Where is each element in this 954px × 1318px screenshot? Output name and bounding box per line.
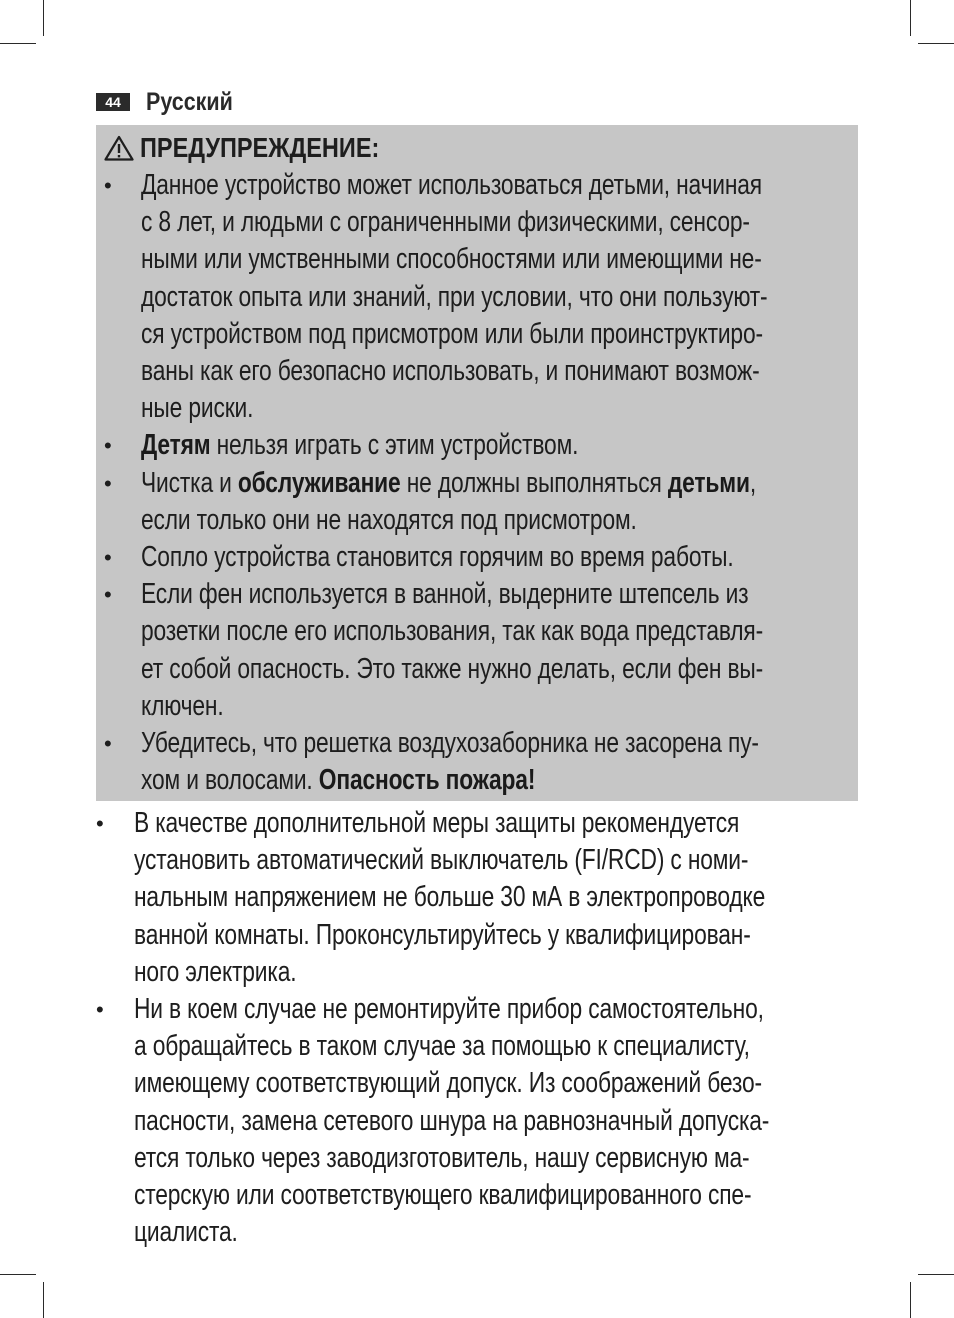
text-run: Чистка и [141, 466, 238, 499]
warning-list [0, 167, 858, 799]
text-line: Данное устройство может использоваться детьми, начиная [141, 169, 762, 201]
text-line: установить автоматический выключатель (FI/RCD) с номи- [134, 844, 749, 877]
warning-triangle-icon [104, 135, 134, 161]
crop-mark-top-right-vertical [910, 0, 911, 36]
text-line: ся устройством под присмотром или были проинструктиро- [141, 317, 763, 350]
text-line: В качестве дополнительной меры защиты рекомендуется [134, 807, 740, 839]
bullet-icon: • [104, 731, 112, 757]
crop-mark-top-left-horizontal [0, 43, 36, 44]
warning-heading [104, 131, 425, 165]
safety-list [0, 805, 858, 1251]
text-line: ного электрика. [134, 955, 297, 988]
text-line [141, 465, 756, 502]
emphasis-text: обслуживание [237, 466, 401, 499]
text-line: ные риски. [141, 392, 254, 425]
text-run: , [749, 466, 756, 499]
text-line: циалиста. [134, 1216, 238, 1249]
language-label: Русский [146, 87, 233, 116]
crop-mark-top-left-vertical [43, 0, 44, 36]
page-header [96, 88, 247, 116]
text-line: розетки после его использования, так как вода представля- [141, 615, 764, 648]
text-line: ванной комнаты. Проконсультируйтесь у квалифицирован- [134, 918, 751, 951]
text-line [141, 762, 715, 799]
text-line: ет собой опасность. Это также нужно делать, если фен вы- [141, 652, 764, 685]
list-item [0, 539, 858, 576]
emphasis-text: Опасность пожара! [318, 764, 536, 797]
text-run: не должны выполняться [400, 466, 668, 499]
crop-mark-top-right-horizontal [918, 43, 954, 44]
bullet-icon: • [104, 173, 112, 198]
text-line: а обращайтесь в таком случае за помощью к специалисту, [134, 1030, 750, 1063]
text-line: Если фен используется в ванной, выдерните штепсель из [141, 578, 749, 611]
text-line: если только они не находятся под присмотром. [141, 503, 637, 536]
list-item [0, 576, 858, 725]
list-item [0, 167, 858, 427]
crop-mark-bottom-right-horizontal [918, 1274, 954, 1275]
text-run: хом и волосами. [141, 764, 319, 797]
list-item [0, 991, 858, 1251]
bullet-icon: • [96, 811, 104, 836]
text-line: достаток опыта или знаний, при условии, что они пользуют- [141, 280, 768, 313]
text-line: Убедитесь, что решетка воздухозаборника не засорена пу- [141, 727, 759, 760]
crop-mark-bottom-left-vertical [43, 1282, 44, 1318]
emphasis-text: Детям [141, 429, 211, 462]
list-item [0, 427, 858, 464]
bullet-icon: • [104, 433, 112, 459]
text-line: с 8 лет, и людьми с ограниченными физическими, сенсор- [141, 206, 750, 239]
text-line: ными или умственными способностями или имеющими не- [141, 243, 762, 276]
bullet-icon: • [104, 470, 112, 496]
bullet-icon: • [104, 582, 112, 608]
text-line [141, 427, 715, 464]
bullet-icon: • [104, 545, 112, 571]
text-line: ключен. [141, 689, 224, 722]
list-item [0, 805, 858, 991]
crop-mark-bottom-left-horizontal [0, 1274, 36, 1275]
bullet-icon: • [96, 997, 104, 1023]
page-number: 44 [96, 93, 130, 111]
list-item [0, 465, 858, 539]
text-line: стерскую или соответствующего квалифицированного спе- [134, 1179, 752, 1212]
text-line: пасности, замена сетевого шнура на равнозначный допуска- [134, 1104, 770, 1137]
text-line: ется только через заводизготовитель, нашу сервисную ма- [134, 1141, 750, 1174]
text-line: ваны как его безопасно использовать, и понимают возмож- [141, 355, 760, 388]
text-line: имеющему соответствующий допуск. Из соображений безо- [134, 1067, 762, 1100]
emphasis-text: детьми [667, 466, 750, 499]
text-line: Ни в коем случае не ремонтируйте прибор самостоятельно, [134, 993, 764, 1026]
list-item [0, 725, 858, 799]
warning-title: ПРЕДУПРЕЖДЕНИЕ: [140, 132, 380, 163]
crop-mark-bottom-right-vertical [910, 1282, 911, 1318]
text-run: нельзя играть с этим устройством. [210, 429, 579, 462]
text-line: Сопло устройства становится горячим во время работы. [141, 541, 734, 574]
text-line: нальным напряжением не больше 30 мА в электропроводке [134, 881, 766, 914]
